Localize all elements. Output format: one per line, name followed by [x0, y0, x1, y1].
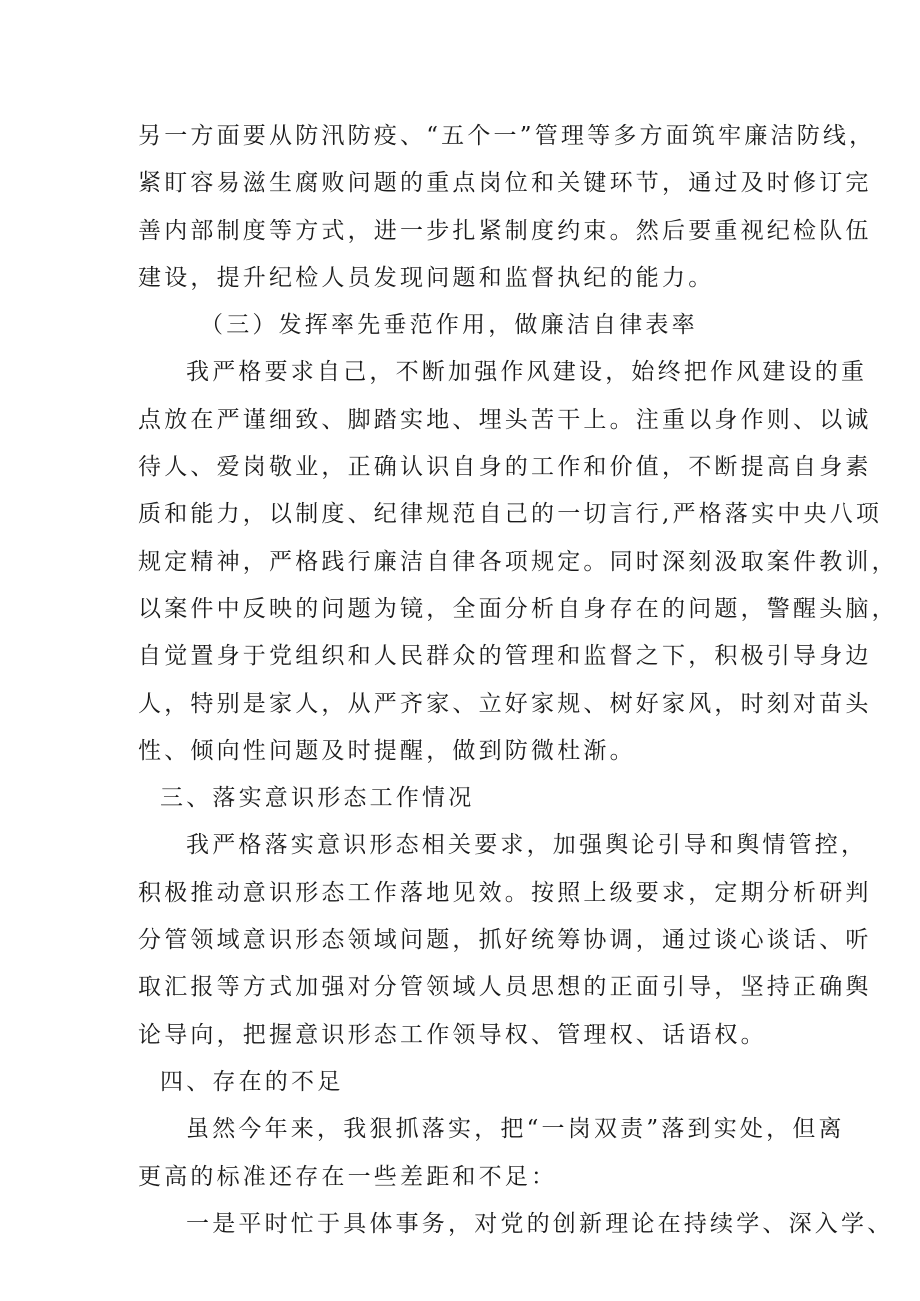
paragraph-line: 质和能力，以制度、纪律规范自己的一切言行,严格落实中央八项	[138, 501, 883, 528]
section-heading-shortcomings: 四、存在的不足	[160, 1068, 344, 1095]
paragraph-line: 自觉置身于党组织和人民群众的管理和监督之下，积极引导身边	[138, 643, 872, 670]
paragraph-line: 善内部制度等方式，进一步扎紧制度约束。然后要重视纪检队伍	[138, 217, 872, 244]
paragraph-line: 分管领域意识形态领域问题，抓好统筹协调，通过谈心谈话、听	[138, 927, 872, 954]
paragraph-line: 一是平时忙于具体事务，对党的创新理论在持续学、深入学、	[186, 1210, 894, 1237]
paragraph-line: 点放在严谨细致、脚踏实地、埋头苦干上。注重以身作则、以诚	[138, 406, 872, 433]
paragraph-line: 积极推动意识形态工作落地见效。按照上级要求，定期分析研判	[138, 879, 872, 906]
paragraph-line: 虽然今年来，我狠抓落实，把“一岗双责”落到实处，但离	[186, 1116, 845, 1143]
paragraph-line: 论导向，把握意识形态工作领导权、管理权、话语权。	[138, 1021, 767, 1048]
paragraph-line: 紧盯容易滋生腐败问题的重点岗位和关键环节，通过及时修订完	[138, 170, 872, 197]
paragraph-line: 取汇报等方式加强对分管领域人员思想的正面引导，坚持正确舆	[138, 974, 872, 1001]
section-heading-ideology: 三、落实意识形态工作情况	[160, 785, 475, 812]
paragraph-line: 待人、爱岗敬业，正确认识自身的工作和价值，不断提高自身素	[138, 454, 872, 481]
paragraph-line: 更高的标准还存在一些差距和不足：	[138, 1163, 558, 1190]
paragraph-line: 建设，提升纪检人员发现问题和监督执纪的能力。	[138, 264, 715, 291]
paragraph-line: 以案件中反映的问题为镜，全面分析自身存在的问题，警醒头脑，	[138, 595, 898, 622]
paragraph-line: 性、倾向性问题及时提醒，做到防微杜渐。	[138, 737, 636, 764]
section-heading-3: （三）发挥率先垂范作用，做廉洁自律表率	[200, 312, 698, 339]
paragraph-line: 我严格落实意识形态相关要求，加强舆论引导和舆情管控，	[186, 832, 868, 859]
paragraph-line: 人，特别是家人，从严齐家、立好家规、树好家风，时刻对苗头	[138, 690, 872, 717]
paragraph-line: 规定精神，严格践行廉洁自律各项规定。同时深刻汲取案件教训，	[138, 548, 898, 575]
document-body	[138, 113, 898, 1248]
paragraph-line: 另一方面要从防汛防疫、“五个一”管理等多方面筑牢廉洁防线，	[138, 123, 876, 149]
paragraph-line: 我严格要求自己，不断加强作风建设，始终把作风建设的重	[186, 359, 868, 386]
